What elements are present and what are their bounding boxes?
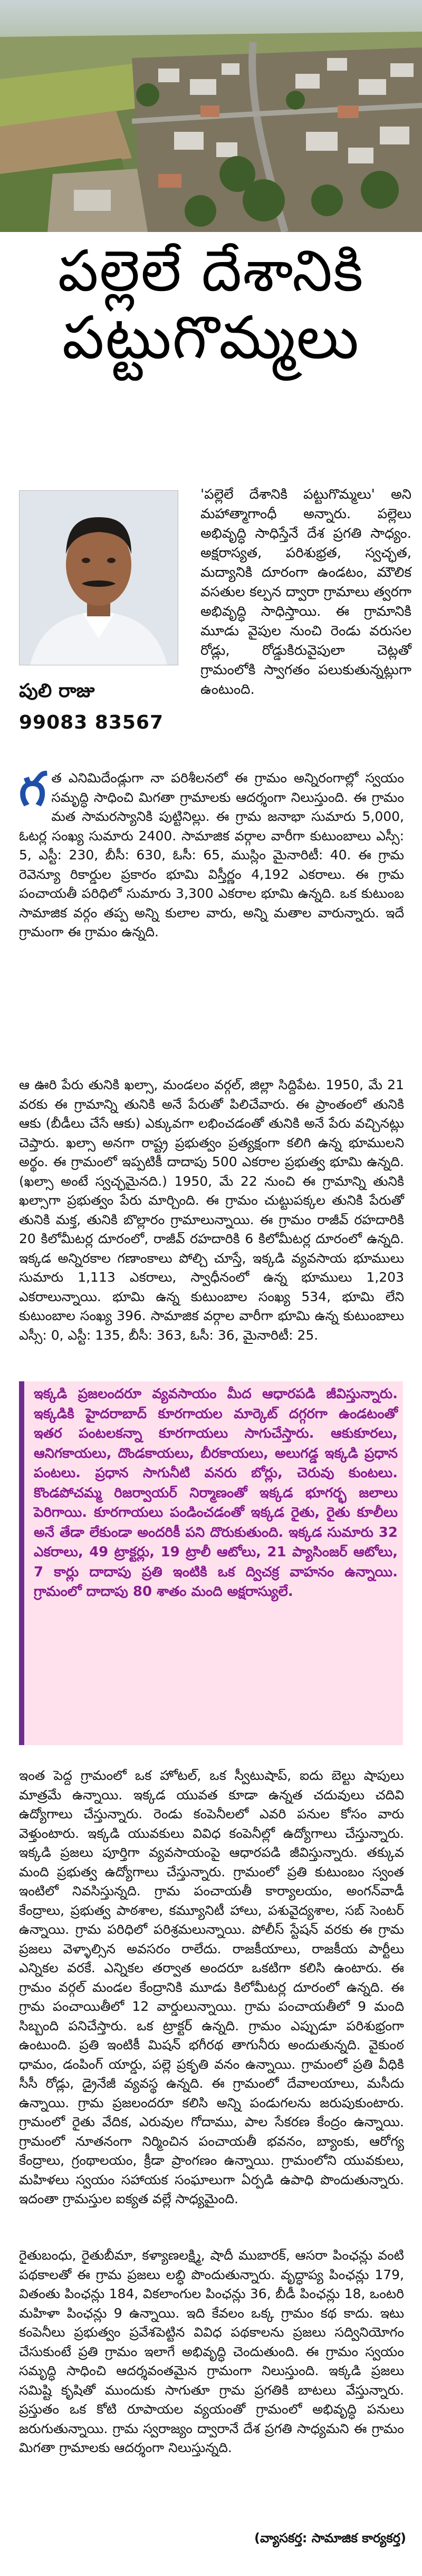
body-paragraph-1-text: త ఎనిమిదేండ్లుగా నా పరిశీలనలో ఈ గ్రామం అన్నిరంగాల్లో స్వయం సమృద్ధి సాధించి మిగతా గ్రామాలకు ఆదర్శంగా నిలుస్తుంది. ఈ గ్రామం మత సామరస్యానికి పుట్టినిల్లు. ఈ గ్రామ జనాభా సుమారు 5,000, ఓటర్ల సంఖ్య సుమారు 2400. సామాజిక వర్గాల వారీగా కుటుంబాలు ఎస్సీ: 5, ఎస్టీ: 230, బీసీ: 630, ఓసీ: 65, ముస్లిం మైనారిటీ: 40. ఈ గ్రామ రెవెన్యూ రికార్డుల ప్రకారం భూమి విస్తీర్ణం 4,192 ఎకరాలు. ఈ గ్రామ పంచాయతీ పరిధిలో సుమారు 3,300 ఎకరాల భూమి ఉన్నది. ఒక కుటుంబ సామాజిక వర్గం తప్ప అన్ని కులాల వారు, అన్ని మతాల వారున్నారు. ఇదే గ్రామంగా ఈ గ్రామం ఉన్నది. bbox=[19, 770, 404, 940]
aerial-village-photo bbox=[0, 0, 422, 232]
author-phone: 99083 83567 bbox=[19, 712, 164, 733]
drop-cap: గ bbox=[19, 762, 46, 816]
body-paragraph-3: ఇంత పెద్ద గ్రామంలో ఒక హోటల్, ఒక స్వీటుషాప్, ఐదు బెల్టు షాపులు మాత్రమే ఉన్నాయి. ఇక్కడ యువత కూడా ఉన్నత చదువులు చదివి ఉద్యోగాలు చేస్తున్నారు. రెండు కంపెనీలలో ఎవరి పనుల కోసం వారు వెళ్తుంటారు. ఇక్కడి యువకులు వివిధ కంపెనీల్లో ఉద్యోగాలు చేస్తున్నారు. ఇక్కడి ప్రజలు పూర్తిగా వ్యవసాయంపై ఆధారపడి జీవిస్తున్నారు. తక్కువ మంది ప్రభుత్వ ఉద్యోగాలు చేస్తున్నారు. గ్రామంలో ప్రతి కుటుంబం స్వంత ఇంటిలో నివసిస్తున్నది. గ్రామ పంచాయతీ కార్యాలయం, అంగన్‌వాడీ కేంద్రాలు, ప్రభుత్వ పాఠశాల, కమ్యూనిటీ హాలు, పశువైద్యశాల, సబ్ సెంటర్ ఉన్నాయి. గ్రామ పరిధిలో పరిశ్రమలున్నాయి. పోలీస్ స్టేషన్ వరకు ఈ గ్రామ ప్రజలు వెళ్ళాల్సిన అవసరం రాలేదు. రాజకీయాలు, రాజకీయ పార్టీలు ఎన్నికల వరకే. ఎన్నికల తర్వాత అందరూ ఒకటిగా కలిసి ఉంటారు. ఈ గ్రామం వర్గల్ మండల కేంద్రానికి మూడు కిలోమీటర్ల దూరంలో ఉన్నది. ఈ గ్రామ పంచాయితీలో 12 వార్డులున్నాయి. గ్రామ పంచాయతీలో 9 మంది సిబ్బంది పనిచేస్తారు. ఒక ట్రాక్టర్ ఉన్నది. గ్రామం ఎప్పుడూ పరిశుభ్రంగా ఉంటుంది. ప్రతి ఇంటికీ మిషన్ భగీరథ తాగునీరు అందుతున్నది. వైకుంఠ ధామం, డంపింగ్ యార్డు, పల్లె ప్రకృతి వనం ఉన్నాయి. గ్రామంలో ప్రతి వీధికి సీసీ రోడ్లు, డ్రైనేజీ వ్యవస్థ ఉన్నది. ఈ గ్రామంలో దేవాలయాలు, మసీదు ఉన్నాయి. గ్రామ ప్రజలందరూ కలిసి అన్ని పండుగలను జరుపుకుంటారు. గ్రామంలో రైతు వేదిక, ఎరువుల గోదాము, పాల సేకరణ కేంద్రం ఉన్నాయి. గ్రామంలో నూతనంగా నిర్మించిన పంచాయతీ భవనం, బ్యాంకు, ఆరోగ్య కేంద్రాలు, గ్రంథాలయం, క్రీడా ప్రాంగణం ఉన్నాయి. గ్రామంలోని యువకులు, మహిళలు స్వయం సహాయక సంఘాలుగా ఏర్పడి ఉపాధి పొందుతున్నారు. ఇదంతా గ్రామస్తుల ఐక్యత వల్లే సాధ్యమైంది. bbox=[19, 1768, 404, 2206]
body-paragraph-2: ఆ ఊరి పేరు తునికి ఖల్సా, మండలం వర్గల్, జిల్లా సిద్దిపేట. 1950, మే 21 వరకు ఈ గ్రామాన్ని తునికి అనే పేరుతో పిలిచేవారు. ఈ ప్రాంతంలో తునికి ఆకు (బీడీలు చేసే ఆకు) ఎక్కువగా లభించడంతో తునికి అనే పేరు వచ్చినట్లు చెప్తారు. ఖల్సా అనగా రాష్ట్ర ప్రభుత్వం ప్రత్యక్షంగా కలిగి ఉన్న భూములని అర్థం. ఈ గ్రామంలో ఇప్పటికీ దాదాపు 500 ఎకరాల ప్రభుత్వ భూమి ఉన్నది. (ఖల్సా అంటే స్వచ్ఛమైనది.) 1950, మే 22 నుంచి ఈ గ్రామాన్ని తునికి ఖల్సాగా ప్రభుత్వం పేరు మార్చింది. ఈ గ్రామం చుట్టుపక్కల తునికి పేరుతో తునికి మక్త, తునికి బొల్లారం గ్రామాలున్నాయి. ఈ గ్రామం రాజీవ్ రహదారికి 20 కిలోమీటర్ల దూరంలో, రాజీవ్ రహదారికి 6 కిలోమీటర్ల దూరంలో ఉన్నది. ఇక్కడ అన్నిరకాల గణాంకాలు పోల్చి చూస్తే, ఇక్కడి వ్యవసాయ భూములు సుమారు 1,113 ఎకరాలు, స్వాధీనంలో ఉన్న భూములు 1,203 ఎకరాలున్నాయి. భూమి ఉన్న కుటుంబాల సంఖ్య 534, భూమి లేని కుటుంబాల సంఖ్య 396. సామాజిక వర్గాల వారీగా భూమి ఉన్న కుటుంబాలు ఎస్సీ: 0, ఎస్టీ: 135, బీసీ: 363, ఓసీ: 36, మైనారిటీ: 25. bbox=[19, 1077, 404, 1343]
author-portrait bbox=[19, 490, 178, 665]
highlight-box bbox=[19, 1381, 403, 1745]
headline-line-1: పల్లెలే దేశానికి bbox=[57, 238, 365, 304]
author-name: పులి రాజు bbox=[19, 680, 95, 702]
author-credit: (వ్యాసకర్త: సామాజిక కార్యకర్త) bbox=[254, 2531, 406, 2545]
highlight-bar bbox=[19, 1381, 24, 1745]
intro-paragraph: 'పల్లెలే దేశానికి పట్టుగొమ్మలు' అని మహాత్మాగాంధీ అన్నారు. పల్లెలు అభివృద్ధి సాధిస్తేనే దేశ ప్రగతి సాధ్యం. అక్షరాస్యత, పరిశుభ్రత, స్వచ్ఛత, మద్యానికి దూరంగా ఉండటం, మౌలిక వసతుల కల్పన ద్వారా గ్రామాలు త్వరగా అభివృద్ధి సాధిస్తాయి. ఈ గ్రామానికి మూడు వైపుల నుంచి రెండు వరుసల రోడ్లు, రోడ్డుకిరువైపులా చెట్లతో గ్రామంలోకి స్వాగతం పలుకుతున్నట్లుగా ఉంటుంది. bbox=[200, 487, 411, 698]
headline bbox=[0, 238, 422, 373]
highlight-text: ఇక్కడి ప్రజలందరూ వ్యవసాయం మీద ఆధారపడి జీవిస్తున్నారు. ఇక్కడికి హైదరాబాద్ కూరగాయల మార్కెట్ దగ్గరగా ఉండటంతో ఇతర పంటలకన్నా కూరగాయలు సాగుచేస్తారు. ఆకుకూరలు, ఆనిగకాయలు, దొండకాయలు, బీరకాయలు, అలుగడ్డ ఇక్కడి ప్రధాన పంటలు. ప్రధాన సాగునీటి వనరు బోర్లు, చెరువు కుంటలు. కొండపోచమ్మ రిజర్వాయర్ నిర్మాణంతో ఇక్కడ భూగర్భ జలాలు పెరిగాయి. కూరగాయలు పండించడంతో ఇక్కడ రైతు, రైతు కూలీలు అనే తేడా లేకుండా అందరికీ పని దొరుకుతుంది. ఇక్కడ సుమారు 32 ఎకరాలు, 49 ట్రాక్టర్లు, 19 ట్రాలీ ఆటోలు, 21 ప్యాసింజర్ ఆటోలు, 7 కార్లు దాదాపు ప్రతి ఇంటికి ఒక ద్విచక్ర వాహనం ఉన్నాయి. గ్రామంలో దాదాపు 80 శాతం మంది అక్షరాస్యులే. bbox=[34, 1386, 398, 1600]
headline-line-2: పట్టుగొమ్మలు bbox=[62, 304, 360, 373]
body-paragraph-4: రైతుబంధు, రైతుబీమా, కళ్యాణలక్ష్మి, షాదీ ముబారక్, ఆసరా పింఛన్లు వంటి పథకాలతో ఈ గ్రామ ప్రజలు లబ్ధి పొందుతున్నారు. వృద్ధాప్య పింఛన్లు 179, వితంతు పింఛన్లు 184, వికలాంగుల పింఛన్లు 36, బీడీ పింఛన్లు 18, ఒంటరి మహిళా పింఛన్లు 9 ఉన్నాయి. ఇది కేవలం ఒక్క గ్రామం కథ కాదు. ఇటు కంపెనీలు ప్రభుత్వం ప్రవేశపెట్టిన వివిధ పథకాలను ప్రజలు సద్వినియోగం చేసుకుంటే ప్రతి గ్రామం ఇలాగే అభివృద్ధి చెందుతుంది. ఈ గ్రామం స్వయం సమృద్ధి సాధించి ఆదర్శవంతమైన గ్రామంగా నిలుస్తుంది. ఇక్కడి ప్రజలు సమిష్టి కృషితో ముందుకు సాగుతూ గ్రామ ప్రగతికి బాటలు వేస్తున్నారు. ప్రస్తుతం ఒక కోటి రూపాయల వ్యయంతో గ్రామంలో అభివృద్ధి పనులు జరుగుతున్నాయి. గ్రామ స్వరాజ్యం ద్వారానే దేశ ప్రగతి సాధ్యమని ఈ గ్రామం మిగతా గ్రామాలకు ఆదర్శంగా నిలుస్తున్నది. bbox=[19, 2248, 404, 2455]
body-paragraph-1 bbox=[19, 762, 404, 942]
